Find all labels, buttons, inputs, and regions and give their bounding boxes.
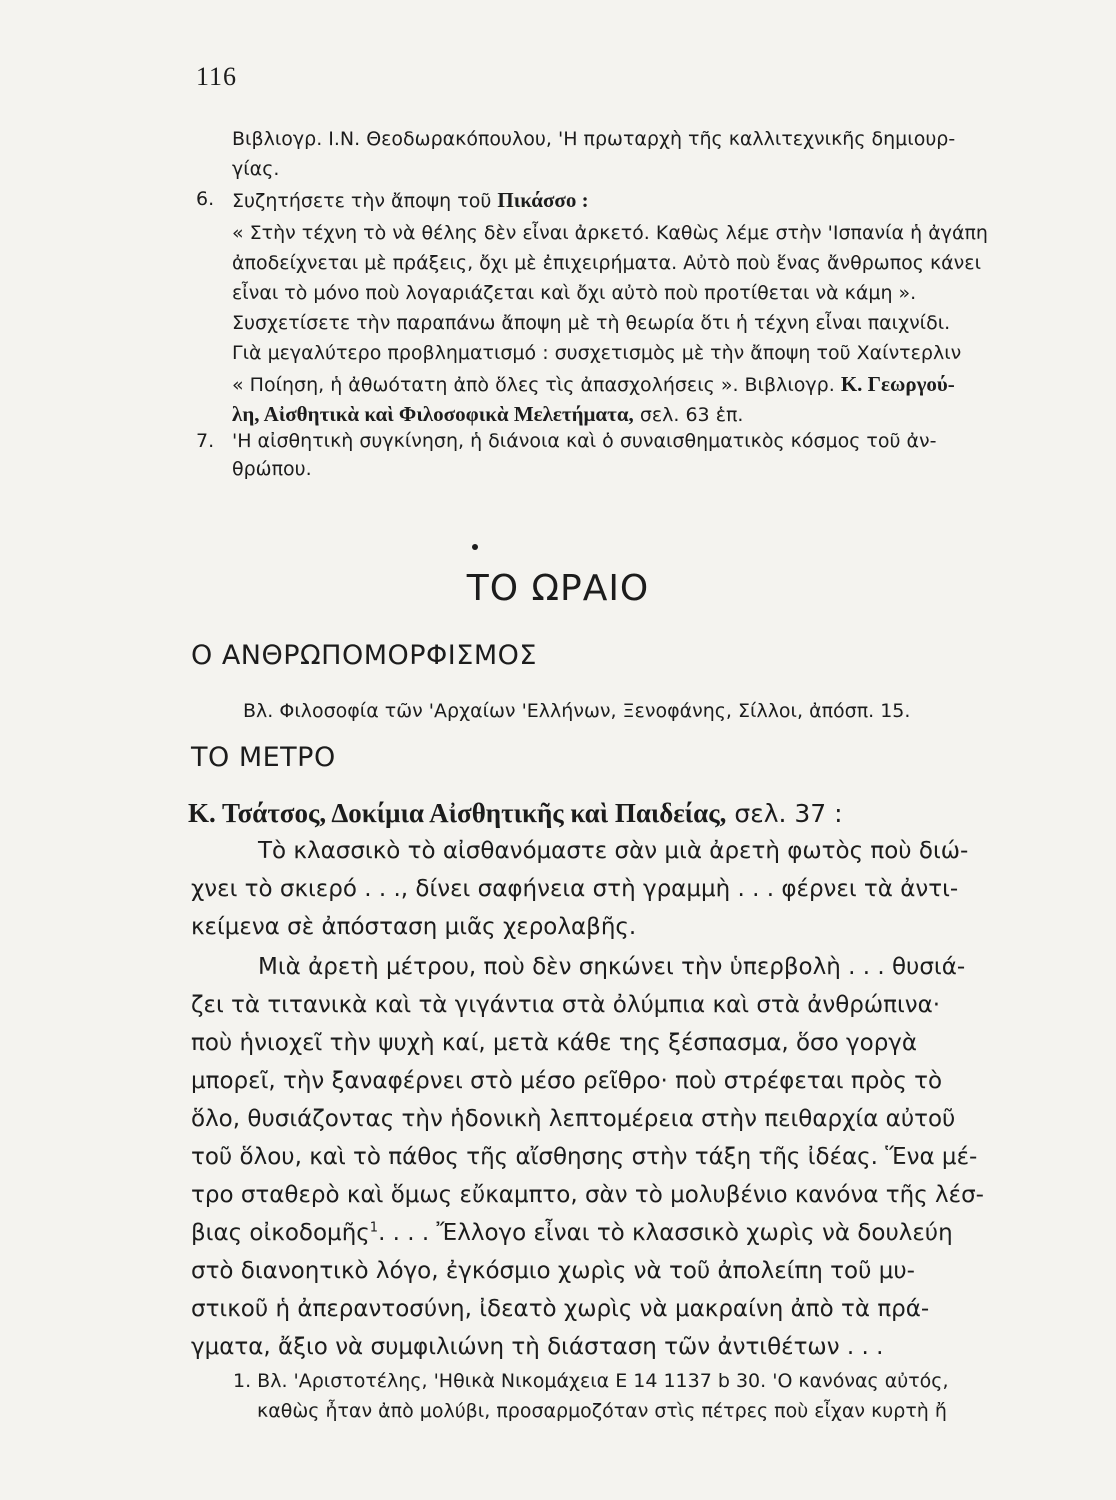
reference-line: Βλ. Φιλοσοφία τῶν 'Αρχαίων 'Ελλήνων, Ξενοφάνης, Σίλλοι, ἀπόσπ. 15. [243, 700, 911, 722]
quote-line: εἶναι τὸ μόνο ποὺ λογαριάζεται καὶ ὄχι αὐτὸ ποὺ προτίθεται νὰ κάμη ». [232, 282, 917, 304]
note-line: θρώπου. [232, 458, 312, 480]
quote-line: ἀποδείχνεται μὲ πράξεις, ὄχι μὲ ἐπιχειρήματα. Αὐτὸ ποὺ ἕνας ἄνθρωπος κάνει [232, 252, 981, 274]
note-line: Συσχετίσετε τὴν παραπάνω ἄποψη μὲ τὴ θεωρία ὅτι ἡ τέχνη εἶναι παιχνίδι. [232, 312, 951, 334]
note-item-7-number: 7. [196, 430, 215, 452]
page-number: 116 [196, 62, 238, 91]
passage-text: βιας οἰκοδομῆς [191, 1220, 370, 1246]
subheading-metro: ΤΟ ΜΕΤΡΟ [191, 742, 336, 773]
note-bold-title: λη, Αἰσθητικὰ καὶ Φιλοσοφικὰ Μελετήματα, [232, 402, 634, 426]
passage-line [191, 1220, 953, 1246]
subheading-anthropomorphism: Ο ΑΝΘΡΩΠΟΜΟΡΦΙΣΜΟΣ [191, 640, 537, 671]
note-line: Γιὰ μεγαλύτερο προβληματισμό : συσχετισμὸς μὲ τὴν ἄποψη τοῦ Χαίντερλιν [232, 342, 962, 364]
citation [188, 798, 843, 829]
note-line [232, 372, 955, 397]
note-item-6-number: 6. [196, 188, 215, 210]
note-bold-author: Κ. Γεωργού- [840, 372, 955, 396]
passage-line: κείμενα σὲ ἀπόσταση μιᾶς χερολαβῆς. [191, 914, 637, 940]
passage-text: . . . . Ἔλλογο εἶναι τὸ κλασσικὸ χωρὶς νὰ δουλεύη [378, 1220, 953, 1246]
footnote-line: καθὼς ἦταν ἀπὸ μολύβι, προσαρμοζόταν στὶς πέτρες ποὺ εἶχαν κυρτὴ ἤ [257, 1400, 947, 1422]
citation-page: σελ. 37 : [726, 799, 843, 828]
passage-line: ποὺ ἡνιοχεῖ τὴν ψυχὴ καί, μετὰ κάθε της ξέσπασμα, ὅσο γοργὰ [191, 1030, 918, 1056]
footnote-line: 1. Βλ. 'Αριστοτέλης, 'Ηθικὰ Νικομάχεια Ε 14 1137 b 30. 'Ο κανόνας αὐτός, [233, 1370, 949, 1392]
note-line: Βιβλιογρ. Ι.Ν. Θεοδωρακόπουλου, 'Η πρωταρχὴ τῆς καλλιτεχνικῆς δημιουρ- [232, 128, 956, 150]
passage-line: ὅλο, θυσιάζοντας τὴν ἡδονικὴ λεπτομέρεια στὴν πειθαρχία αὐτοῦ [191, 1106, 956, 1132]
passage-line: τοῦ ὅλου, καὶ τὸ πάθος τῆς αἴσθησης στὴν τάξη τῆς ἰδέας. Ἕνα μέ- [191, 1144, 978, 1170]
quote-line: « Στὴν τέχνη τὸ νὰ θέλης δὲν εἶναι ἀρκετό. Καθὼς λέμε στὴν 'Ισπανία ἡ ἀγάπη [232, 222, 988, 244]
note-line [232, 402, 743, 427]
passage-line: στικοῦ ἡ ἀπεραντοσύνη, ἰδεατὸ χωρὶς νὰ μακραίνη ἀπὸ τὰ πρά- [191, 1296, 930, 1322]
note-text: σελ. 63 ἑπ. [633, 404, 744, 426]
citation-source: Κ. Τσάτσος, Δοκίμια Αἰσθητικῆς καὶ Παιδείας, [188, 798, 727, 828]
note-item-7: 'Η αἰσθητικὴ συγκίνηση, ἡ διάνοια καὶ ὁ συναισθηματικὸς κόσμος τοῦ ἀν- [232, 430, 937, 452]
passage-line: στὸ διανοητικὸ λόγο, ἐγκόσμιο χωρὶς νὰ τοῦ ἀπολείπη τοῦ μυ- [191, 1258, 915, 1284]
note-item-6 [232, 188, 589, 213]
footnote-marker: 1 [369, 1220, 379, 1236]
section-title: ΤΟ ΩΡΑΙΟ [466, 568, 650, 609]
passage-line: Τὸ κλασσικὸ τὸ αἰσθανόμαστε σὰν μιὰ ἀρετὴ φωτὸς ποὺ διώ- [258, 838, 969, 864]
passage-line: μπορεῖ, τὴν ξαναφέρνει στὸ μέσο ρεῖθρο· ποὺ στρέφεται πρὸς τὸ [191, 1068, 943, 1094]
passage-line: Μιὰ ἀρετὴ μέτρου, ποὺ δὲν σηκώνει τὴν ὑπερβολὴ . . . θυσιά- [258, 954, 966, 980]
passage-line: ζει τὰ τιτανικὰ καὶ τὰ γιγάντια στὰ ὀλύμπια καὶ στὰ ἀνθρώπινα· [191, 992, 941, 1018]
passage-line: χνει τὸ σκιερό . . ., δίνει σαφήνεια στὴ γραμμὴ . . . φέρνει τὰ ἀντι- [191, 876, 959, 902]
note-text: « Ποίηση, ἡ ἀθωότατη ἀπὸ ὅλες τὶς ἀπασχολήσεις ». Βιβλιογρ. [232, 374, 841, 396]
note-text: Συζητήσετε τὴν ἄποψη τοῦ [232, 190, 498, 212]
note-line: γίας. [232, 158, 280, 180]
passage-line: τρο σταθερὸ καὶ ὅμως εὔκαμπτο, σὰν τὸ μολυβένιο κανόνα τῆς λέσ- [191, 1182, 984, 1208]
passage-line: γματα, ἄξιο νὰ συμφιλιώνη τὴ διάσταση τῶν ἀντιθέτων . . . [191, 1334, 884, 1360]
note-bold-name: Πικάσσο : [497, 188, 589, 212]
bullet-dot [472, 544, 478, 550]
